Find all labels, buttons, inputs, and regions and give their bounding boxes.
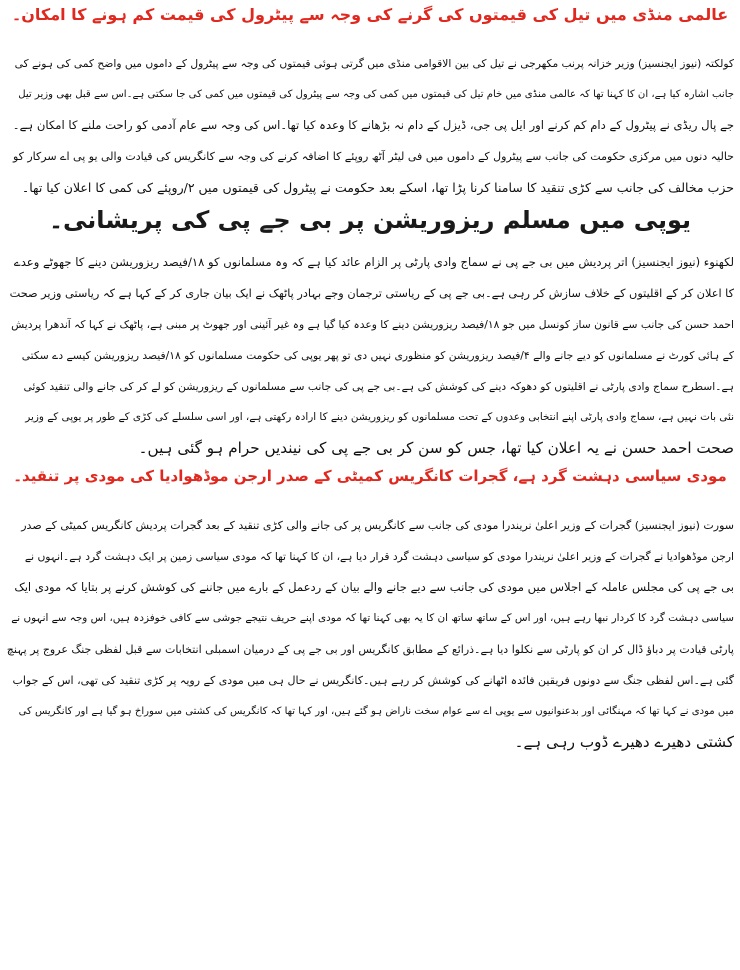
text-line: کولکتہ (نیوز ایجنسیز) وزیر خزانہ پرنب مکھرجی نے تیل کی بین الاقوامی منڈی میں گرتی ہوئی قیمتوں کی وجہ سے پیٹرول کے داموں میں واضح کمی کی ہونے کی <box>14 57 734 70</box>
text-line: نئی بات نہیں ہے، سماج وادی پارٹی اپنے انتخابی وعدوں کے تحت مسلمانوں کو ریزوریشن دینے کا ارادہ رکھتی ہے، اور اسی سلسلے کی کڑی کے طور پر یوپی کے وزیر <box>25 411 734 423</box>
text-line: میں مودی نے کہا تھا کہ مہنگائی اور بدعنوانیوں سے یوپی اے سے عوام سخت ناراض ہو گئے ہیں، اور کہا تھا کہ کانگریس کی کشتی میں سوراخ ہو گیا ہے اور کانگریس کی <box>18 706 734 717</box>
text-line: کشتی دھیرے دھیرے ڈوب رہی ہے۔ <box>514 733 734 751</box>
article-body <box>6 48 734 203</box>
headline-oil-prices: عالمی منڈی میں تیل کی قیمتوں کی گرنے کی وجہ سے پیٹرول کی قیمت کم ہونے کا امکان۔ <box>11 5 729 24</box>
article-oil-prices <box>6 0 734 203</box>
article-body <box>6 247 734 464</box>
text-line: سورت (نیوز ایجنسیز) گجرات کے وزیر اعلیٰ نریندرا مودی کی جانب سے کانگریس پر کی جانے والی کڑی تنقید کے بعد گجرات پردیش کانگریس کمیٹی کے صدر <box>21 519 734 532</box>
text-line: سیاسی دہشت گرد کا کردار نبھا رہے ہیں، اور اس کے ساتھ ساتھ ان کا یہ بھی کہنا تھا کہ مودی اپنے حریف نتیجے جوشی سے کافی خوفزدہ ہیں، اس وجہ سے انہوں نے <box>11 612 734 624</box>
text-line: حالیہ دنوں میں مرکزی حکومت کی جانب سے پیٹرول کے داموں میں فی لیٹر آٹھ روپئے کا اضافہ کرنے کی وجہ سے کانگریس کی قیادت والی یو پی اے سرکار کو <box>12 150 734 163</box>
text-line: کے ہائی کورٹ نے مسلمانوں کو دیے جانے والے ۴/فیصد ریزوریشن کو منظوری نہیں دی تو پھر یوپی کی حکومت مسلمانوں کو ۱۸/فیصد ریزوریشن کیسے دے سکتی <box>21 349 734 362</box>
article-up-reservation <box>6 203 734 464</box>
text-line: صحت احمد حسن نے یہ اعلان کیا تھا، جس کو سن کر بی جے پی کی نیندیں حرام ہو گئی ہیں۔ <box>138 439 734 457</box>
article-gujarat-modi <box>6 464 734 758</box>
text-line: بی جے پی کی مجلس عاملہ کے اجلاس میں مودی کی جانب سے دیے جانے والے بیان کے ردعمل کے بارے میں جاننے کی کوشش کرنے پر بتایا کہ مودی ایک <box>14 580 734 594</box>
article-body <box>6 510 734 758</box>
text-line: ہے۔اسطرح سماج وادی پارٹی نے اقلیتوں کو دھوکہ دینے کی کوشش کی ہے۔بی جے پی کی جانب سے مسلمانوں کے ریزوریشن کو لے کر کی جانے والی تنقید کوئی <box>23 380 734 393</box>
text-line: احمد حسن کی جانب سے قانون ساز کونسل میں جو ۱۸/فیصد ریزوریشن دینے کا وعدہ کیا گیا ہے وہ غیر آئینی اور جھوٹ پر مبنی ہے، پاٹھک نے کہا کہ آندھرا پردیش <box>11 318 734 331</box>
text-line: کا اعلان کر کے اقلیتوں کے خلاف سازش کر رہی ہے۔بی جے پی کے ریاستی ترجمان وجے بہادر پاٹھک نے ایک بیان جاری کر کے کہا ہے کہ ریاستی وزیر صحت <box>9 287 734 300</box>
text-line: جانب اشارہ کیا ہے، ان کا کہنا تھا کہ عالمی منڈی میں خام تیل کی قیمتوں میں کمی کی وجہ سے پیٹرول کی قیمتوں میں کمی کی جا سکتی ہے۔اس سے قبل بھی وزیر تیل <box>18 89 734 100</box>
text-line: حزب مخالف کی جانب سے کڑی تنقید کا سامنا کرنا پڑا تھا، اسکے بعد حکومت نے پیٹرول کی قیمتوں میں ۲/روپئے کی کمی کا اعلان کیا تھا۔ <box>21 180 734 195</box>
text-line: لکھنوء (نیوز ایجنسیز) اتر پردیش میں بی جے پی نے سماج وادی پارٹی پر الزام عائد کیا ہے کہ وہ مسلمانوں کو ۱۸/فیصد ریزوریشن دینے کا جھوٹے وعدے <box>13 255 734 269</box>
headline-gujarat-modi: مودی سیاسی دہشت گرد ہے، گجرات کانگریس کمیٹی کے صدر ارجن موڈھوادیا کی مودی پر تنقید۔ <box>13 467 727 485</box>
text-line: ارجن موڈھوادیا نے گجرات کے وزیر اعلیٰ نریندرا مودی کو سیاسی دہشت گرد قرار دیا ہے، ان کا کہنا تھا کہ مودی سیاسی زمین پر ایک دہشت گرد ہے۔انہوں نے <box>24 550 734 563</box>
headline-up-reservation: یوپی میں مسلم ریزوریشن پر بی جے پی کی پریشانی۔ <box>48 206 692 234</box>
text-line: پارٹی قیادت پر دباؤ ڈال کر ان کو پارٹی سے نکلوا دیا ہے۔ذرائع کے مطابق کانگریس اور بی جے پی کے درمیان اسمبلی انتخابات سے قبل لفظی جنگ عروج پر پہنچ <box>6 643 734 656</box>
text-line: گئی ہے۔اس لفظی جنگ سے دونوں فریقین فائدہ اٹھانے کی کوشش کر رہے ہیں۔کانگریس نے حال ہی میں مودی کے رویہ پر کڑی تنقید کی تھی، اس کے جواب <box>12 674 734 687</box>
text-line: جے پال ریڈی نے پیٹرول کے دام کم کرنے اور ایل پی جی، ڈیزل کے دام نہ بڑھانے کا وعدہ کیا تھا۔اس کی وجہ سے عام آدمی کو راحت ملنے کا امکان ہے۔ <box>12 118 734 132</box>
